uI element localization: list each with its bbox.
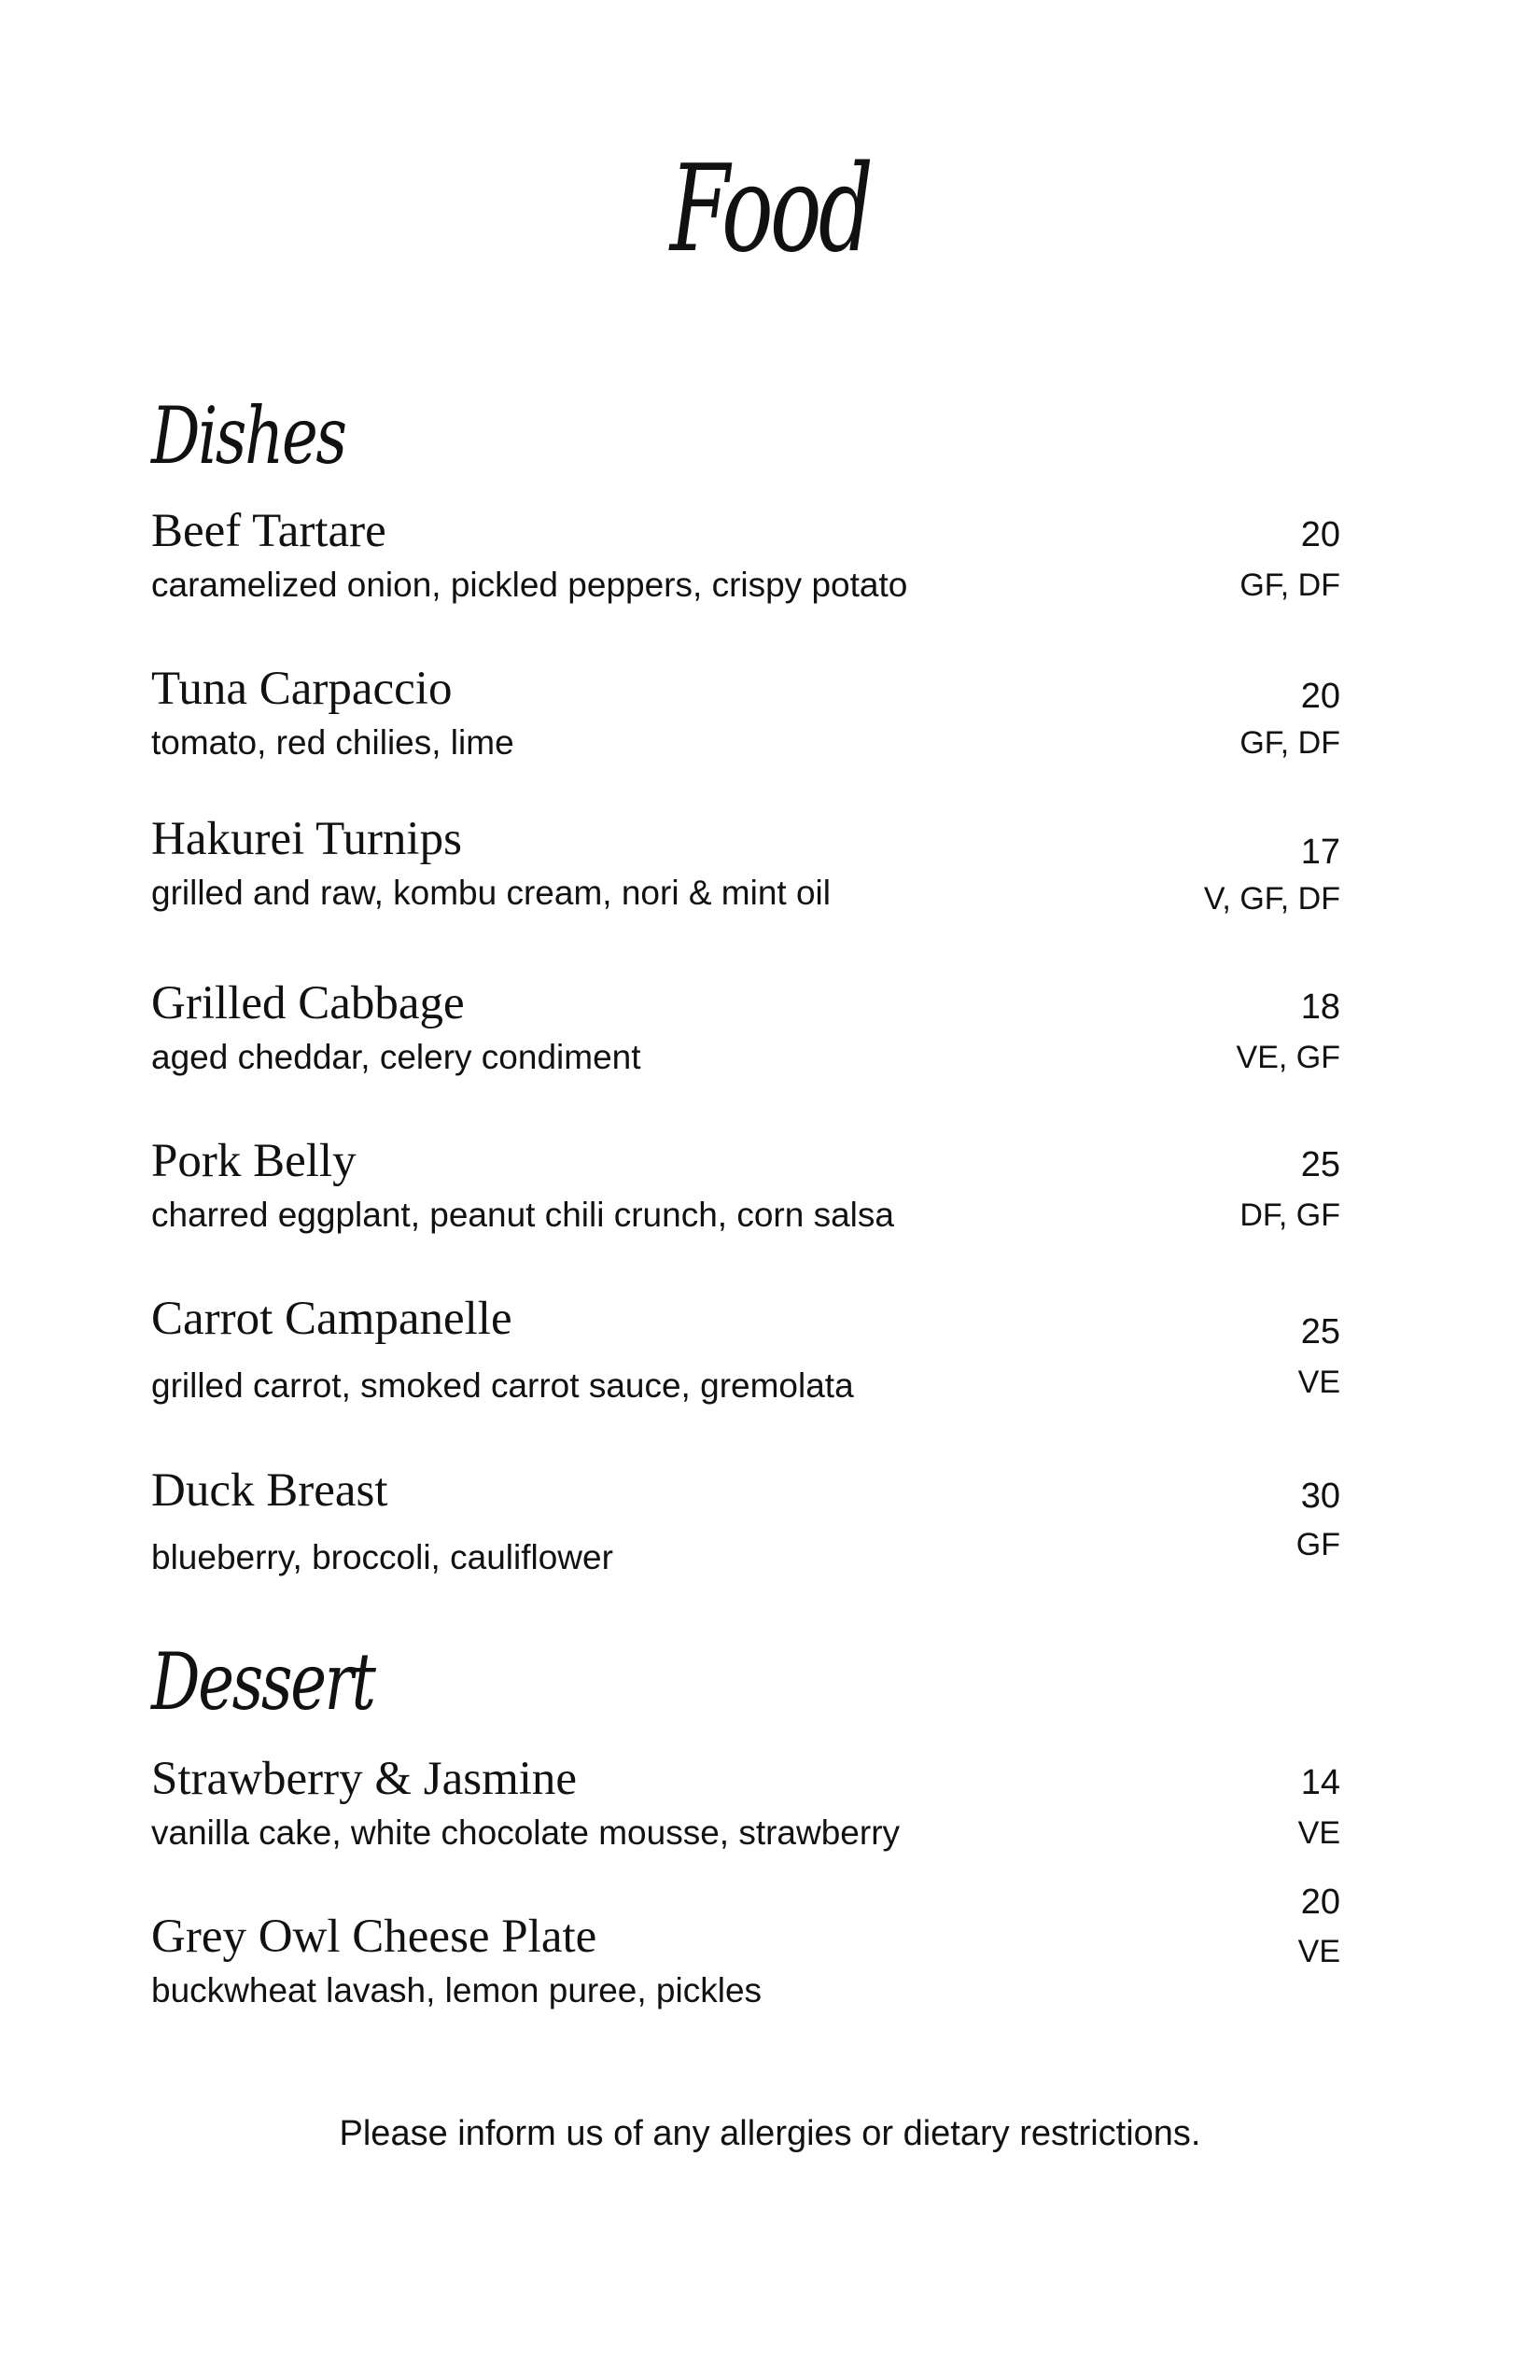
menu-item-grilled-cabbage (151, 976, 1340, 1116)
item-name: Tuna Carpaccio (151, 663, 453, 715)
menu-item-strawberry-jasmine (151, 1752, 1340, 1892)
item-price: 20 (1300, 1883, 1340, 1922)
allergy-notice: Please inform us of any allergies or dietary restrictions. (339, 2114, 1201, 2153)
item-name: Strawberry & Jasmine (151, 1753, 578, 1805)
menu-title: Food (669, 140, 871, 279)
section-title-dishes: Dishes (151, 390, 345, 482)
item-price: 17 (1300, 833, 1340, 872)
item-description: buckwheat lavash, lemon puree, pickles (151, 1971, 763, 2009)
item-description: grilled carrot, smoked carrot sauce, gremolata (151, 1366, 854, 1405)
item-dietary-tags: DF, GF (1239, 1197, 1340, 1233)
menu-item-duck-breast (151, 1463, 1340, 1603)
item-description: aged cheddar, celery condiment (151, 1038, 641, 1076)
item-name: Beef Tartare (151, 505, 386, 557)
item-description: charred eggplant, peanut chili crunch, corn salsa (151, 1196, 894, 1234)
item-dietary-tags: VE (1297, 1365, 1340, 1400)
item-description: tomato, red chilies, lime (151, 723, 514, 762)
item-name: Grey Owl Cheese Plate (151, 1911, 597, 1963)
item-dietary-tags: GF, DF (1239, 725, 1340, 761)
item-price: 25 (1300, 1312, 1340, 1351)
item-name: Carrot Campanelle (151, 1293, 512, 1345)
item-dietary-tags: VE, GF (1236, 1040, 1340, 1075)
menu-item-tuna-carpaccio (151, 662, 1340, 802)
section-title-dessert: Dessert (151, 1636, 374, 1728)
item-name: Hakurei Turnips (151, 813, 462, 865)
item-price: 20 (1300, 677, 1340, 716)
item-price: 20 (1300, 515, 1340, 554)
menu-item-grey-owl-cheese-plate (151, 1883, 1340, 2050)
item-description: caramelized onion, pickled peppers, crispy potato (151, 566, 908, 604)
item-description: grilled and raw, kombu cream, nori & mint oil (151, 874, 831, 912)
item-price: 30 (1300, 1477, 1340, 1516)
item-dietary-tags: VE (1297, 1934, 1340, 1969)
item-price: 25 (1300, 1145, 1340, 1184)
item-price: 18 (1300, 987, 1340, 1027)
item-dietary-tags: V, GF, DF (1203, 881, 1340, 917)
item-dietary-tags: GF (1295, 1527, 1340, 1562)
item-price: 14 (1300, 1763, 1340, 1802)
menu-item-pork-belly (151, 1134, 1340, 1274)
item-name: Grilled Cabbage (151, 977, 465, 1029)
item-dietary-tags: GF, DF (1239, 567, 1340, 603)
item-description: blueberry, broccoli, cauliflower (151, 1538, 613, 1576)
item-dietary-tags: VE (1297, 1815, 1340, 1851)
item-name: Duck Breast (151, 1464, 388, 1517)
item-description: vanilla cake, white chocolate mousse, strawberry (151, 1813, 901, 1852)
menu-item-carrot-campanelle (151, 1292, 1340, 1432)
menu-item-beef-tartare (151, 504, 1340, 644)
menu-item-hakurei-turnips (151, 812, 1340, 952)
item-name: Pork Belly (151, 1135, 357, 1187)
